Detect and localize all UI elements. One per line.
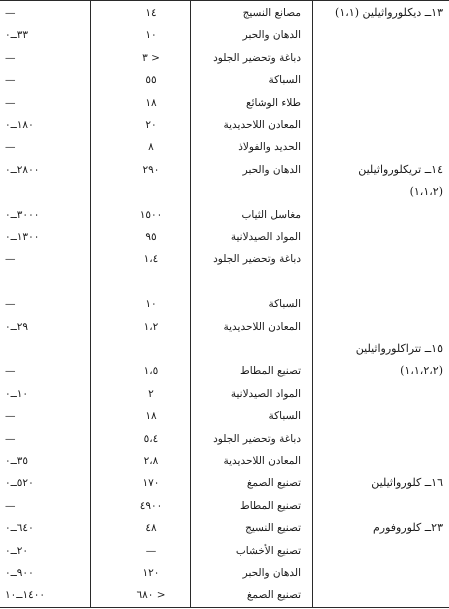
range-cell: ١٣٠٠ــ٠ xyxy=(5,231,40,243)
industry-cell xyxy=(197,338,301,360)
range-cell: ٢٨٠٠ــ٠ xyxy=(5,163,40,176)
chemical-name-cell xyxy=(317,450,443,472)
concentration-cell: ١٥٠٠ xyxy=(139,208,163,221)
concentration-cell xyxy=(113,181,189,203)
range-cell: — xyxy=(5,410,16,423)
table-row xyxy=(0,271,449,293)
range-cell: — xyxy=(5,7,16,19)
concentration-cell: ١،٥ xyxy=(143,365,159,378)
industry-cell: تصنيع الصمغ xyxy=(246,589,301,602)
range-cell: ١٠ــ٠ xyxy=(5,387,29,400)
chemical-name-cell: ٢٣ــ كلوروفورم xyxy=(372,521,443,535)
table-row xyxy=(0,540,449,562)
industry-cell: السباكة xyxy=(268,74,301,87)
table-row xyxy=(0,316,449,338)
industry-cell: تصنيع المطاط xyxy=(239,365,301,378)
chemical-name-cell xyxy=(317,114,443,136)
table-row xyxy=(0,562,449,584)
industry-cell: الحديد والفولاذ xyxy=(238,141,301,154)
table-row xyxy=(0,2,449,24)
range-cell: ١٨٠ــ٠ xyxy=(5,119,34,131)
industry-cell: المواد الصيدلانية xyxy=(230,231,301,243)
range-cell: ٥٢٠ــ٠ xyxy=(5,477,34,490)
industry-cell: مصانع النسيج xyxy=(242,7,301,19)
chemical-name-cell xyxy=(317,405,443,427)
chemical-name-cell xyxy=(317,540,443,562)
concentration-cell: ٩٥ xyxy=(145,231,157,243)
concentration-cell: ١٨ xyxy=(145,410,157,423)
table-row xyxy=(0,472,449,494)
concentration-cell: < ٣ xyxy=(142,51,160,64)
range-cell: — xyxy=(5,253,16,266)
concentration-cell: ٥٥ xyxy=(145,74,157,87)
chemical-name-cell xyxy=(317,271,443,293)
range-cell: ١٤٠٠ــ١٠ xyxy=(5,589,45,602)
chemical-name-cell: ١٣ــ ديكلورواثيلين (١،١) xyxy=(335,6,443,19)
concentration-cell xyxy=(113,271,189,293)
chemical-name-cell xyxy=(317,226,443,248)
industry-cell: تصنيع الصمغ xyxy=(246,477,301,490)
chemical-name-cell xyxy=(317,24,443,46)
table-row xyxy=(0,338,449,360)
chemical-name-cell xyxy=(317,204,443,226)
table-row xyxy=(0,360,449,382)
concentration-cell: ١٢٠ xyxy=(142,567,160,579)
chemical-name-cell xyxy=(317,248,443,270)
table-row xyxy=(0,248,449,270)
chemical-name-cell: (١،١،٢) xyxy=(409,185,443,199)
table-row xyxy=(0,584,449,606)
table-row xyxy=(0,495,449,517)
table-row xyxy=(0,405,449,427)
concentration-cell xyxy=(113,338,189,360)
chemical-name-cell xyxy=(317,562,443,584)
top-border xyxy=(0,0,449,1)
industry-cell: الدهان والحبر xyxy=(242,163,301,176)
table-row xyxy=(0,181,449,203)
chemical-name-cell xyxy=(317,136,443,158)
table-row xyxy=(0,92,449,114)
industry-cell: المواد الصيدلانية xyxy=(230,387,301,400)
industry-cell xyxy=(197,271,301,293)
table-row xyxy=(0,226,449,248)
range-cell: — xyxy=(5,298,16,311)
bottom-border xyxy=(0,607,449,608)
concentration-cell: ٢ xyxy=(148,387,154,400)
concentration-cell: ١٤ xyxy=(145,7,157,19)
industry-cell: تصنيع الأخشاب xyxy=(235,544,301,557)
table-row xyxy=(0,293,449,315)
range-cell: ٢٩ــ٠ xyxy=(5,320,29,333)
concentration-cell: — xyxy=(145,544,157,557)
chemical-name-cell xyxy=(317,69,443,91)
concentration-cell: ٢،٨ xyxy=(143,455,159,467)
chemical-name-cell xyxy=(317,383,443,405)
concentration-cell: ٥،٤ xyxy=(143,432,159,445)
chemical-name-cell xyxy=(317,495,443,517)
table-row xyxy=(0,517,449,539)
concentration-cell: ٤٩٠٠ xyxy=(139,499,163,512)
chemical-name-cell xyxy=(317,92,443,114)
range-cell: ٦٤٠ــ٠ xyxy=(5,522,34,535)
concentration-cell: < ٦٨٠ xyxy=(136,589,166,602)
industry-cell: المعادن اللاحديدية xyxy=(223,320,301,333)
chemical-name-cell xyxy=(317,316,443,338)
industry-cell: دباغة وتحضير الجلود xyxy=(213,51,301,64)
concentration-cell: ١٠ xyxy=(145,29,157,42)
table-row xyxy=(0,383,449,405)
range-cell xyxy=(0,271,89,293)
concentration-cell: ٤٨ xyxy=(145,522,157,535)
industry-cell: دباغة وتحضير الجلود xyxy=(213,253,301,266)
industry-cell: دباغة وتحضير الجلود xyxy=(213,432,301,445)
table-row xyxy=(0,204,449,226)
table-row xyxy=(0,114,449,136)
concentration-cell: ١،٤ xyxy=(143,253,159,266)
table-row xyxy=(0,69,449,91)
range-cell: — xyxy=(5,499,16,512)
table-row xyxy=(0,428,449,450)
industry-cell xyxy=(197,181,301,203)
chemical-name-cell: ١٥ــ تتراكلورواثيلين xyxy=(355,342,443,355)
chemical-name-cell xyxy=(317,293,443,315)
industry-cell: تصنيع المطاط xyxy=(239,499,301,512)
concentration-cell: ١،٢ xyxy=(143,320,159,333)
range-cell: — xyxy=(5,141,16,154)
concentration-cell: ١٠ xyxy=(145,298,157,311)
concentration-cell: ٨ xyxy=(148,141,154,154)
range-cell: ٣٠٠٠ــ٠ xyxy=(5,208,40,221)
range-cell: ٢٠ــ٠ xyxy=(5,544,29,557)
range-cell: — xyxy=(5,96,16,109)
industry-cell: الدهان والحبر xyxy=(242,567,301,579)
table-row xyxy=(0,136,449,158)
range-cell xyxy=(0,181,89,203)
range-cell xyxy=(0,338,89,360)
table-row xyxy=(0,450,449,472)
chemical-name-cell: (١،١،٢،٢) xyxy=(400,364,443,378)
industry-cell: تصنيع النسيج xyxy=(245,522,301,535)
chemical-name-cell xyxy=(317,428,443,450)
concentration-cell: ١٨ xyxy=(145,96,157,109)
industry-cell: الدهان والحبر xyxy=(242,29,301,42)
range-cell: — xyxy=(5,74,16,87)
industry-cell: طلاء الوشائع xyxy=(246,96,301,109)
industry-cell: المعادن اللاحديدية xyxy=(223,119,301,131)
industry-cell: السباكة xyxy=(268,410,301,423)
range-cell: — xyxy=(5,432,16,445)
chemical-name-cell: ١٦ــ كلورواثيلين xyxy=(371,476,443,490)
concentration-cell: ٢٩٠ xyxy=(142,163,160,176)
concentration-cell: ١٧٠ xyxy=(142,477,160,490)
table-row xyxy=(0,24,449,46)
range-cell: ٣٥ــ٠ xyxy=(5,455,29,467)
chemical-name-cell xyxy=(317,47,443,69)
industry-cell: المعادن اللاحديدية xyxy=(223,455,301,467)
chemical-name-cell xyxy=(317,584,443,606)
range-cell: — xyxy=(5,51,16,64)
chemical-name-cell: ١٤ــ تريكلورواثيلين xyxy=(358,162,443,176)
industry-cell: السباكة xyxy=(268,298,301,311)
table-row xyxy=(0,47,449,69)
industry-cell: مغاسل الثياب xyxy=(241,208,301,221)
range-cell: ٩٠٠ــ٠ xyxy=(5,567,34,579)
table-row xyxy=(0,159,449,181)
range-cell: — xyxy=(5,365,16,378)
range-cell: ٣٣ــ٠ xyxy=(5,29,29,42)
concentration-cell: ٢٠ xyxy=(145,119,157,131)
